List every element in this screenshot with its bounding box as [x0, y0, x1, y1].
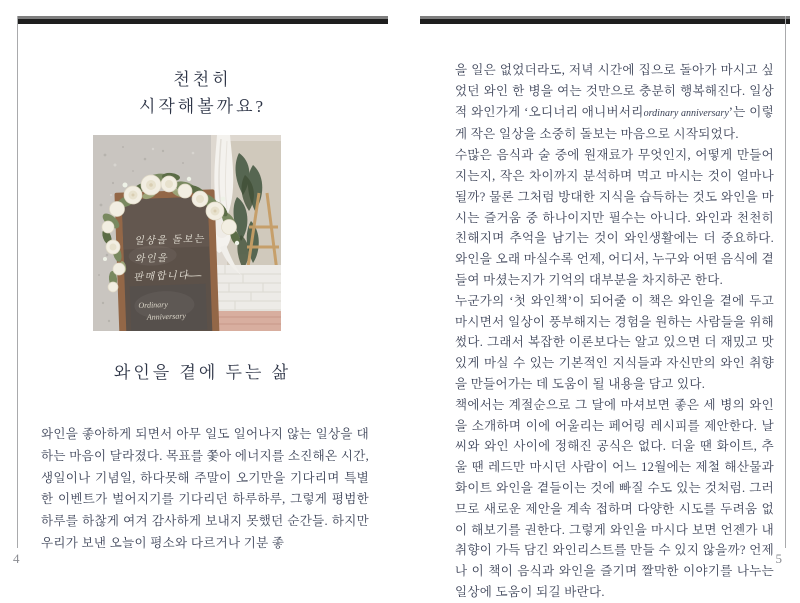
- chalkboard-text-line3: 판매합니다: [133, 270, 190, 284]
- english-shop-name: ordinary anniversary: [643, 107, 729, 119]
- chapter-title-line2: 시작해볼까요?: [138, 97, 267, 116]
- left-page-top-rule: [17, 16, 388, 24]
- right-page-edge-line: [785, 16, 786, 548]
- body-paragraph: 누군가의 ‘첫 와인책’이 되어줄 이 책은 와인을 곁에 두고 마시면서 일상이 풍부해지는 경험을 원하는 사람들을 위해 썼다. 그래서 복잡한 이론보다는 알고 있으면 더 재밌고 맛있게 마실 수 있는 기본적인 지식들과 자신만의 와인 취향을 만들어가는 데 도움이 될 내용을 담고 있다.: [455, 293, 774, 391]
- left-page: [13, 0, 388, 590]
- chalkboard-text-line2: 와인을: [134, 252, 169, 266]
- chalkboard-signature-line1: Ordinary: [138, 300, 169, 311]
- page-number-left: 4: [13, 551, 20, 566]
- left-page-body: 와인을 좋아하게 되면서 아무 일도 일어나지 않는 일상을 대하는 마음이 달라졌다. 목표를 쫓아 에너지를 소진해온 시간, 생일이나 기념일, 하다못해 주말이 오기만을 기다리며 특별한 이벤트가 벌어지기를 기다리던 하루하루, 그렇게 평범한 하루를 하찮게 여겨 감사하게 보내지 못했던 순간들. 하지만 우리가 보낸 오늘이 평소와 다르거나 기분 좋: [41, 427, 369, 550]
- storefront-photo: [93, 135, 281, 331]
- paragraph-text: ’는 이렇게 작은 일상을 소중히 돌보는 마음으로 시작되었다.: [455, 104, 774, 142]
- page-number-right: 5: [775, 551, 782, 566]
- body-paragraph: 책에서는 계절순으로 그 달에 마셔보면 좋은 세 병의 와인을 소개하며 이에 어울리는 페어링 레시피를 제안한다. 날씨와 와인 사이에 정해진 공식은 없다. 더울 땐 화이트, 추울 땐 레드만 마시던 사람이 어느 12월에는 제철 해산물과 화이트 와인을 곁들이는 것에 빠질 수도 있는 것처럼. 그러므로 새로운 제안을 계속 접하며 다양한 시도를 두려움 없이 해보기를 권한다. 그렇게 와인을 마시다 보면 언젠가 내 취향이 가득 담긴 와인리스트를 만들 수 있지 않을까? 언제나 이 책이 음식과 와인을 즐기며 짤막한 이야기를 나누는 일상에 도움이 되길 바란다.: [455, 397, 774, 599]
- chalkboard-text-line1: 일상을 돌보는: [133, 233, 206, 248]
- right-page: [420, 0, 790, 599]
- body-paragraph: [455, 60, 774, 145]
- chapter-title-line1: 천천히: [173, 70, 232, 89]
- paragraph-text: 을 일은 없었더라도, 저녁 시간에 집으로 돌아가 마시고 싶었던 와인 한 병을 여는 것만으로 충분히 행복해진다. 일상적 와인가게 ‘오디너리 애니버서리: [455, 63, 774, 119]
- right-page-top-rule: [420, 16, 790, 24]
- right-page-body: [455, 60, 774, 603]
- storefront-photo-illustration: [93, 135, 281, 331]
- chapter-title: [17, 66, 388, 120]
- chalkboard-signature-line2: Anniversary: [146, 311, 187, 322]
- body-paragraph: 수많은 음식과 술 중에 원재료가 무엇인지, 어떻게 만들어지는지, 작은 차이까지 분석하며 먹고 마시는 것이 얼마나 될까? 물론 그처럼 방대한 지식을 습득하는 것도 와인을 마시는 즐거움 중 하나이지만 필수는 아니다. 와인과 천천히 친해지며 추억을 남기는 것이 와인생활에는 더 중요하다. 와인을 오래 마실수록 언제, 어디서, 누구와 어떤 음식에 곁들여 마셨는지가 기억의 대부분을 차지하곤 한다.: [455, 148, 774, 287]
- section-title: 와인을 곁에 두는 삶: [113, 363, 292, 382]
